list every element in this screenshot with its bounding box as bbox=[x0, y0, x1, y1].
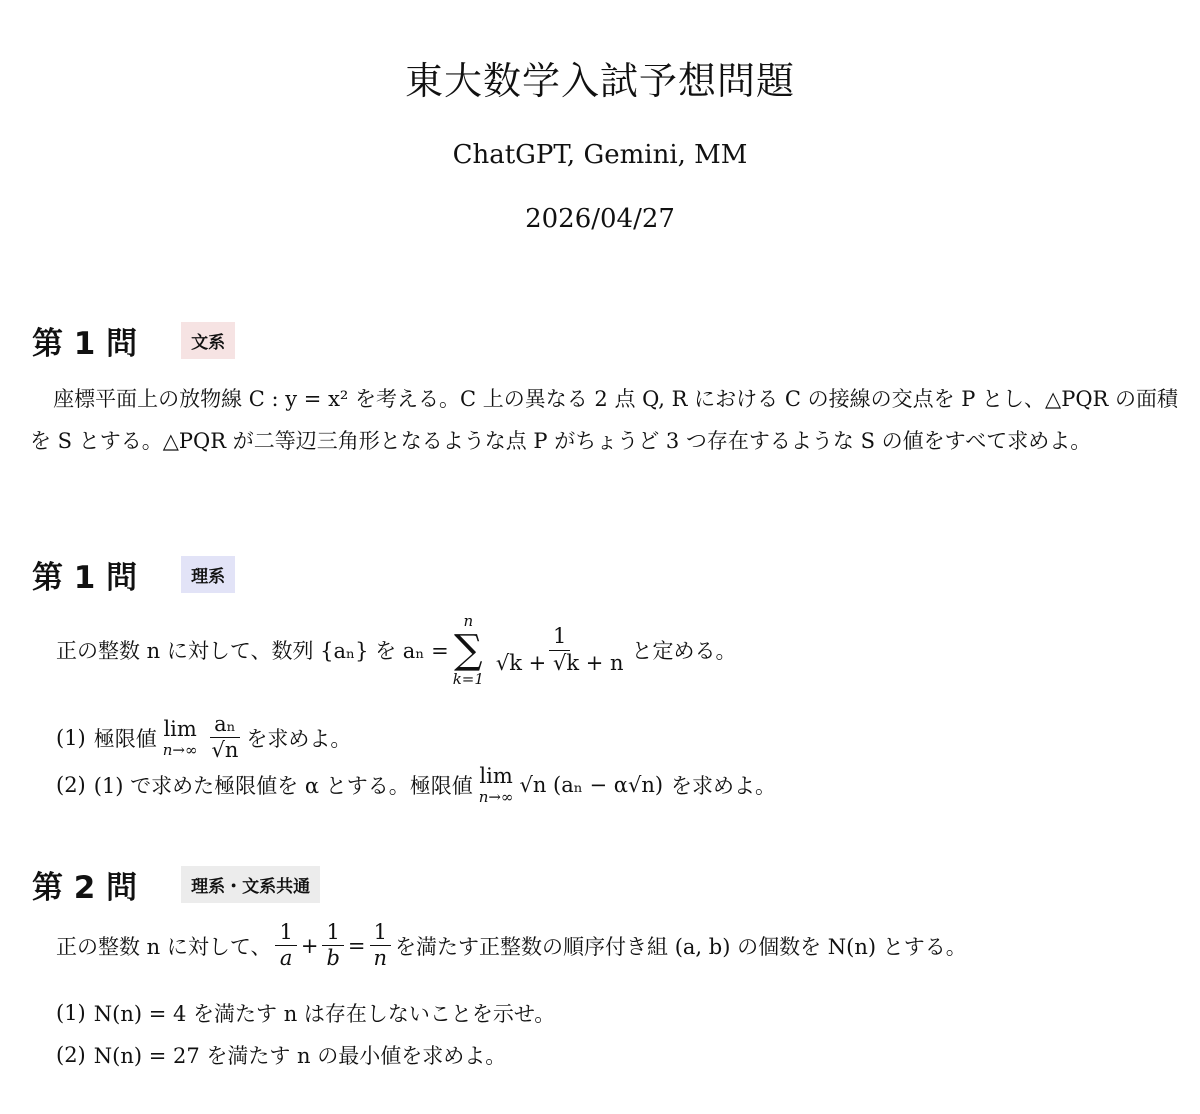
intro-post-text: を満たす正整数の順序付き組 (a, b) の個数を N(n) とする。 bbox=[395, 934, 967, 959]
fraction-numerator: 1 bbox=[322, 920, 343, 946]
fraction-denominator: n bbox=[373, 946, 388, 971]
section-1-bunkei-heading bbox=[32, 318, 235, 363]
equals-sign: = bbox=[347, 933, 366, 958]
section-title: 第 2 問 bbox=[32, 870, 138, 906]
section-badge: 理系・文系共通 bbox=[181, 866, 320, 903]
limit bbox=[163, 717, 198, 759]
question-label: (1) bbox=[56, 725, 86, 750]
problem-2-q1 bbox=[56, 998, 555, 1028]
fraction-denominator: √n bbox=[211, 738, 239, 763]
sum-lower: k=1 bbox=[452, 670, 484, 688]
problem-1-rikei-q2 bbox=[56, 764, 776, 806]
fraction bbox=[207, 712, 242, 763]
problem-2-intro bbox=[56, 920, 967, 971]
fraction-denominator: √k + √k + n bbox=[495, 650, 624, 675]
section-title: 第 1 問 bbox=[32, 560, 138, 596]
problem-2-q2 bbox=[56, 1040, 506, 1070]
fraction-denominator: a bbox=[279, 946, 293, 971]
section-badge: 理系 bbox=[181, 556, 235, 593]
intro-text: 正の整数 n に対して、 bbox=[56, 934, 272, 959]
section-title: 第 1 問 bbox=[32, 326, 138, 362]
intro-post-text: と定める。 bbox=[631, 639, 737, 663]
fraction-numerator: 1 bbox=[275, 920, 296, 946]
plus-sign: + bbox=[300, 933, 319, 958]
problem-1-rikei-intro bbox=[56, 612, 737, 688]
question-label: (1) bbox=[56, 1001, 86, 1025]
fraction-numerator: 1 bbox=[549, 624, 570, 650]
fraction-numerator: 1 bbox=[370, 920, 391, 946]
question-text: N(n) = 4 を満たす n は存在しないことを示せ。 bbox=[93, 1002, 556, 1026]
question-text: N(n) = 27 を満たす n の最小値を求めよ。 bbox=[93, 1044, 507, 1068]
fraction-numerator: aₙ bbox=[210, 712, 240, 738]
question-text: (1) で求めた極限値を α とする。極限値 bbox=[93, 774, 473, 798]
question-label: (2) bbox=[56, 773, 86, 797]
limit-expression: √n (aₙ − α√n) bbox=[519, 773, 664, 797]
question-post-text: を求めよ。 bbox=[246, 726, 352, 751]
problem-1-rikei-q1 bbox=[56, 712, 351, 763]
document-title: 東大数学入試予想問題 bbox=[404, 59, 795, 103]
fraction-denominator: b bbox=[326, 946, 340, 971]
lim-word: lim bbox=[163, 716, 197, 741]
fraction bbox=[492, 624, 628, 675]
sum-upper: n bbox=[463, 612, 474, 630]
lim-word: lim bbox=[479, 764, 513, 788]
document-date: 2026/04/27 bbox=[525, 204, 675, 234]
question-label: (2) bbox=[56, 1043, 86, 1067]
fraction bbox=[275, 920, 296, 971]
fraction bbox=[370, 920, 392, 971]
fraction bbox=[322, 920, 343, 971]
section-2-common-heading bbox=[32, 862, 320, 907]
sigma-icon: ∑ bbox=[454, 627, 483, 673]
lim-subscript: n→∞ bbox=[162, 740, 198, 759]
limit bbox=[479, 764, 514, 806]
section-1-rikei-heading bbox=[32, 552, 235, 597]
question-text: 極限値 bbox=[93, 726, 157, 751]
intro-text: 正の整数 n に対して、数列 {aₙ} を aₙ = bbox=[56, 639, 449, 663]
summation bbox=[453, 612, 484, 688]
lim-subscript: n→∞ bbox=[478, 788, 514, 806]
section-badge: 文系 bbox=[181, 322, 235, 359]
question-post-text: を求めよ。 bbox=[671, 774, 777, 798]
document-authors: ChatGPT, Gemini, MM bbox=[452, 140, 748, 170]
problem-1-bunkei-text: 座標平面上の放物線 C : y = x² を考える。C 上の異なる 2 点 Q, R における C の接線の交点を P とし、△PQR の面積を S とする。△PQR が二等辺三角形となるような点 P がちょうど 3 つ存在するような S の値をすべて求めよ。 bbox=[30, 387, 1179, 453]
